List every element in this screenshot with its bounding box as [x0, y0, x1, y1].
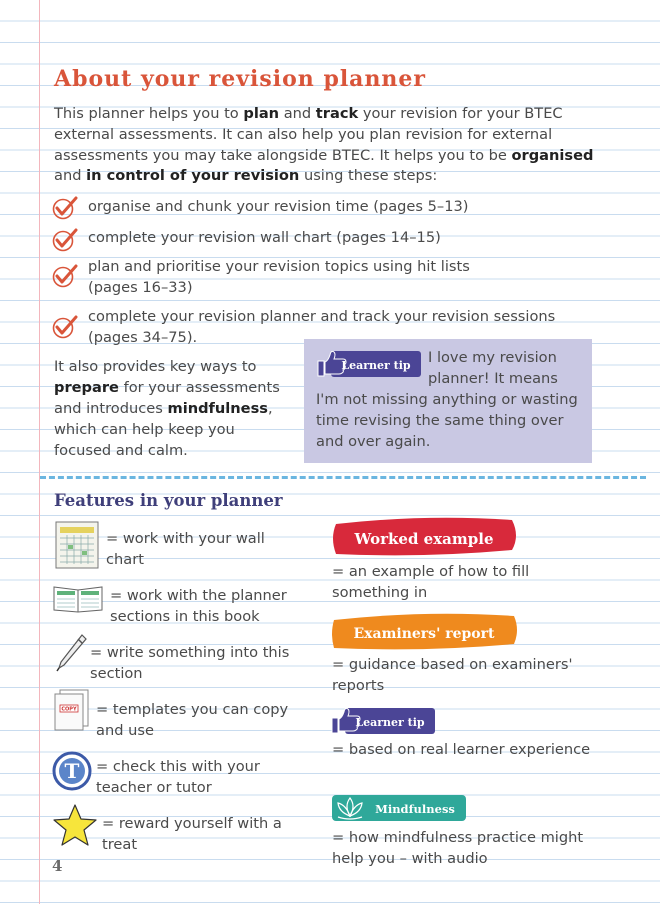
- tip-text-first: I love my revision planner! It means: [428, 349, 558, 387]
- learner-tip-badge-label: Learner tip: [355, 716, 425, 729]
- learner-tip-badge: [316, 348, 422, 380]
- mindfulness-badge: [330, 792, 468, 824]
- copy-label: COPY: [61, 706, 77, 713]
- worked-example-badge: [330, 516, 520, 558]
- tick-icon: [52, 264, 78, 288]
- feature-text: = based on real learner experience: [332, 741, 591, 758]
- teacher-t-icon: [52, 751, 92, 791]
- page-number: 4: [52, 857, 63, 875]
- feature-text: = work with the planner sections in this book: [110, 587, 287, 625]
- tick-icon: [52, 228, 78, 252]
- mindfulness-label: Mindfulness: [375, 802, 455, 816]
- teacher-t-label: T: [64, 759, 80, 783]
- step-item: complete your revision wall chart (pages 14–15): [88, 229, 441, 246]
- page-title: About your revision planner: [54, 66, 427, 92]
- pen-icon: [54, 633, 88, 673]
- feature-text: = write something into this section: [90, 644, 290, 682]
- copy-template-icon: [52, 688, 92, 732]
- tick-icon: [52, 315, 78, 339]
- learner-tip-label: Learner tip: [341, 359, 411, 372]
- feature-text: = check this with your teacher or tutor: [96, 758, 260, 796]
- worked-example-label: Worked example: [354, 530, 494, 548]
- step-item: organise and chunk your revision time (pages 5–13): [88, 198, 469, 215]
- step-item: complete your revision planner and track your revision sessions (pages 34–75).: [88, 308, 556, 346]
- intro-paragraph: This planner helps you to plan and track your revision for your BTEC external assessments. It can also help you plan revision for external assessments you may take alongside BTEC. It helps you to be organised and in control of your revision using these steps:: [54, 105, 594, 185]
- section-divider: [40, 476, 646, 479]
- feature-text: = an example of how to fill something in: [332, 563, 530, 601]
- star-icon: [52, 803, 98, 847]
- step-item: plan and prioritise your revision topics using hit lists (pages 16–33): [88, 258, 470, 296]
- examiners-report-label: Examiners' report: [353, 626, 495, 642]
- wall-chart-icon: [54, 520, 100, 570]
- tip-text-second: I'm not missing anything or wasting time revising the same thing over and over again.: [316, 391, 578, 450]
- tick-icon: [52, 196, 78, 220]
- feature-text: = guidance based on examiners' reports: [332, 656, 573, 694]
- feature-text: = templates you can copy and use: [96, 701, 289, 739]
- side-paragraph: It also provides key ways to prepare for your assessments and introduces mindfulness, which can help keep you focused and calm.: [54, 358, 280, 459]
- planner-book-icon: [52, 583, 104, 613]
- learner-tip-badge: [330, 705, 436, 737]
- examiners-report-badge: [330, 612, 520, 652]
- feature-text: = work with your wall chart: [106, 530, 265, 568]
- features-title: Features in your planner: [54, 491, 283, 510]
- feature-text: = how mindfulness practice might help you – with audio: [332, 829, 584, 867]
- feature-text: = reward yourself with a treat: [102, 815, 282, 853]
